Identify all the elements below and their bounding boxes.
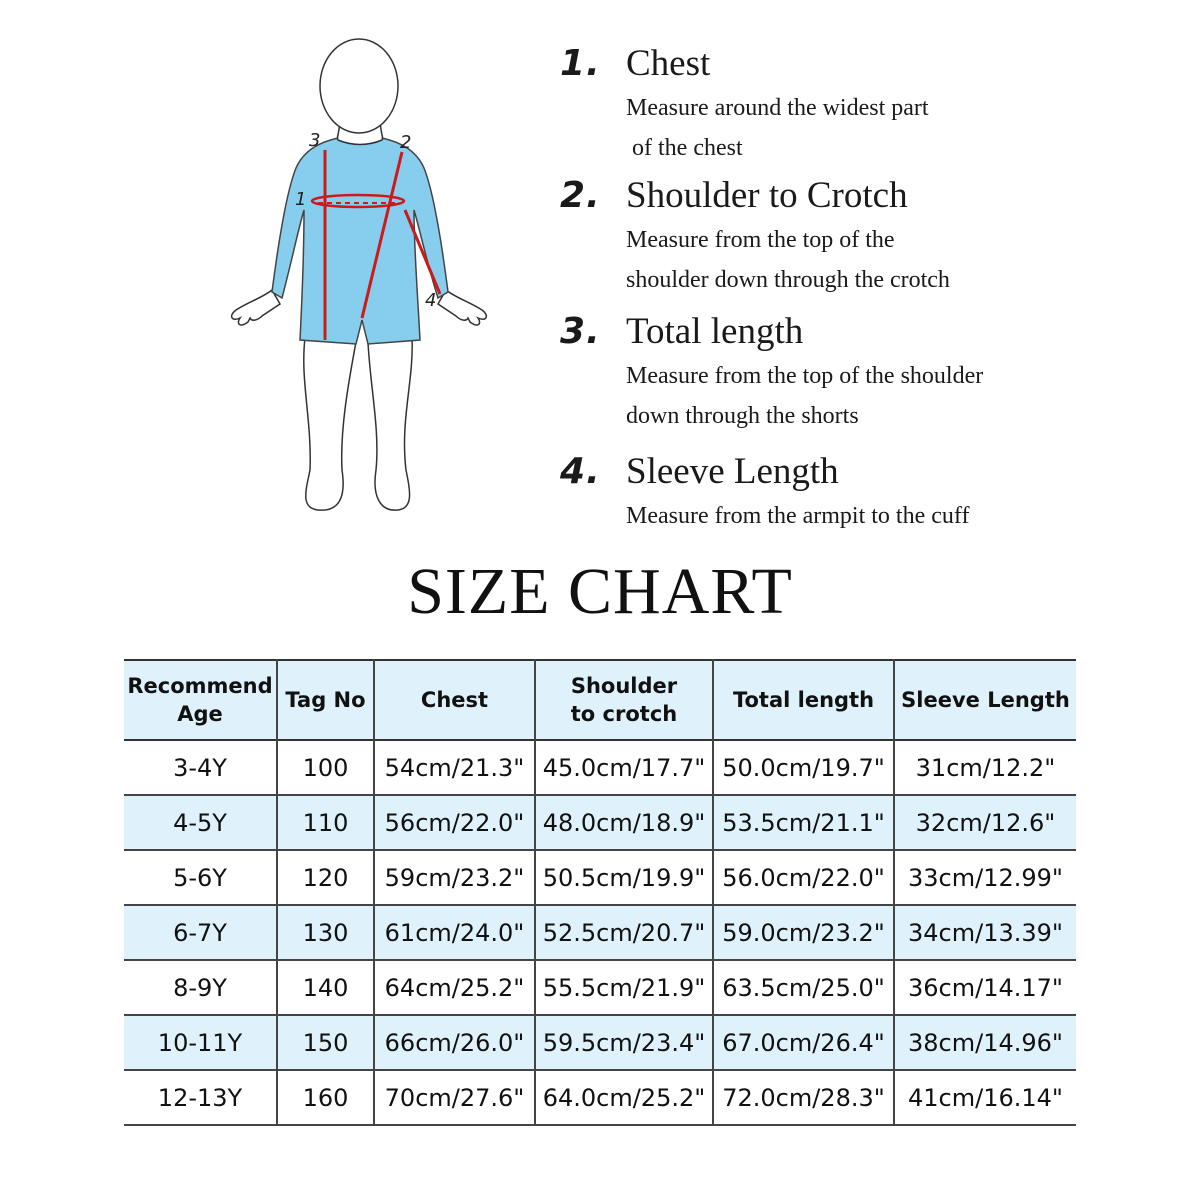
measurement-title: Sleeve Length bbox=[626, 451, 839, 492]
measurement-number: 4. bbox=[560, 451, 601, 492]
cell-tag-no: 150 bbox=[277, 1015, 374, 1070]
left-hand bbox=[232, 290, 280, 325]
cell-sleeve-length: 33cm/12.99" bbox=[894, 850, 1076, 905]
cell-sleeve-length: 34cm/13.39" bbox=[894, 905, 1076, 960]
measurement-number: 1. bbox=[560, 43, 601, 84]
table-row bbox=[124, 795, 1076, 850]
cell-total-length: 53.5cm/21.1" bbox=[713, 795, 894, 850]
cell-age: 10-11Y bbox=[124, 1015, 277, 1070]
cell-total-length: 56.0cm/22.0" bbox=[713, 850, 894, 905]
cell-chest: 64cm/25.2" bbox=[374, 960, 535, 1015]
cell-tag-no: 160 bbox=[277, 1070, 374, 1125]
cell-sleeve-length: 38cm/14.96" bbox=[894, 1015, 1076, 1070]
measurement-description: Measure from the top of the shoulder down through the crotch bbox=[626, 227, 950, 293]
cell-sleeve-length: 36cm/14.17" bbox=[894, 960, 1076, 1015]
header-chest: Chest bbox=[374, 660, 535, 740]
table-row bbox=[124, 850, 1076, 905]
measurement-number: 3. bbox=[560, 311, 601, 352]
measurement-title: Shoulder to Crotch bbox=[626, 175, 908, 216]
cell-tag-no: 110 bbox=[277, 795, 374, 850]
cell-total-length: 63.5cm/25.0" bbox=[713, 960, 894, 1015]
header-tag-no: Tag No bbox=[277, 660, 374, 740]
cell-sleeve-length: 32cm/12.6" bbox=[894, 795, 1076, 850]
cell-shoulder-to-crotch: 50.5cm/19.9" bbox=[535, 850, 713, 905]
cell-age: 4-5Y bbox=[124, 795, 277, 850]
table-header-row bbox=[124, 660, 1076, 740]
cell-chest: 56cm/22.0" bbox=[374, 795, 535, 850]
size-chart-title: SIZE CHART bbox=[407, 555, 793, 628]
head bbox=[320, 39, 398, 133]
legs bbox=[304, 338, 356, 510]
swimsuit bbox=[272, 138, 448, 344]
cell-shoulder-to-crotch: 45.0cm/17.7" bbox=[535, 740, 713, 795]
table-row bbox=[124, 1070, 1076, 1125]
cell-tag-no: 100 bbox=[277, 740, 374, 795]
table-body bbox=[124, 740, 1076, 1125]
cell-age: 8-9Y bbox=[124, 960, 277, 1015]
cell-shoulder-to-crotch: 59.5cm/23.4" bbox=[535, 1015, 713, 1070]
callout-3: 3 bbox=[309, 130, 321, 151]
size-table bbox=[124, 659, 1076, 1126]
cell-age: 5-6Y bbox=[124, 850, 277, 905]
cell-shoulder-to-crotch: 52.5cm/20.7" bbox=[535, 905, 713, 960]
measurement-title: Total length bbox=[626, 311, 804, 352]
cell-chest: 61cm/24.0" bbox=[374, 905, 535, 960]
cell-age: 6-7Y bbox=[124, 905, 277, 960]
measurement-description: Measure around the widest part of the chest bbox=[626, 95, 929, 161]
table-row bbox=[124, 740, 1076, 795]
cell-chest: 66cm/26.0" bbox=[374, 1015, 535, 1070]
header-recommend-age: Recommend Age bbox=[124, 660, 277, 740]
cell-shoulder-to-crotch: 55.5cm/21.9" bbox=[535, 960, 713, 1015]
callout-2: 2 bbox=[400, 132, 412, 153]
cell-total-length: 59.0cm/23.2" bbox=[713, 905, 894, 960]
cell-age: 12-13Y bbox=[124, 1070, 277, 1125]
cell-total-length: 50.0cm/19.7" bbox=[713, 740, 894, 795]
cell-chest: 59cm/23.2" bbox=[374, 850, 535, 905]
header-shoulder-to-crotch: Shoulder to crotch bbox=[535, 660, 713, 740]
measurement-description: Measure from the armpit to the cuff bbox=[626, 503, 970, 529]
cell-tag-no: 130 bbox=[277, 905, 374, 960]
table-row bbox=[124, 1015, 1076, 1070]
cell-tag-no: 140 bbox=[277, 960, 374, 1015]
callout-1: 1 bbox=[295, 189, 307, 210]
cell-shoulder-to-crotch: 48.0cm/18.9" bbox=[535, 795, 713, 850]
cell-sleeve-length: 31cm/12.2" bbox=[894, 740, 1076, 795]
child-figure-illustration bbox=[220, 30, 500, 520]
header-total-length: Total length bbox=[713, 660, 894, 740]
measurement-description: Measure from the top of the shoulder down through the shorts bbox=[626, 363, 984, 429]
cell-chest: 54cm/21.3" bbox=[374, 740, 535, 795]
right-hand bbox=[438, 290, 486, 325]
callout-4: 4 bbox=[425, 290, 437, 311]
table-row bbox=[124, 905, 1076, 960]
cell-shoulder-to-crotch: 64.0cm/25.2" bbox=[535, 1070, 713, 1125]
measurement-title: Chest bbox=[626, 43, 711, 84]
cell-age: 3-4Y bbox=[124, 740, 277, 795]
cell-tag-no: 120 bbox=[277, 850, 374, 905]
cell-total-length: 67.0cm/26.4" bbox=[713, 1015, 894, 1070]
table-row bbox=[124, 960, 1076, 1015]
header-sleeve-length: Sleeve Length bbox=[894, 660, 1076, 740]
cell-chest: 70cm/27.6" bbox=[374, 1070, 535, 1125]
cell-sleeve-length: 41cm/16.14" bbox=[894, 1070, 1076, 1125]
measurement-number: 2. bbox=[560, 175, 601, 216]
cell-total-length: 72.0cm/28.3" bbox=[713, 1070, 894, 1125]
